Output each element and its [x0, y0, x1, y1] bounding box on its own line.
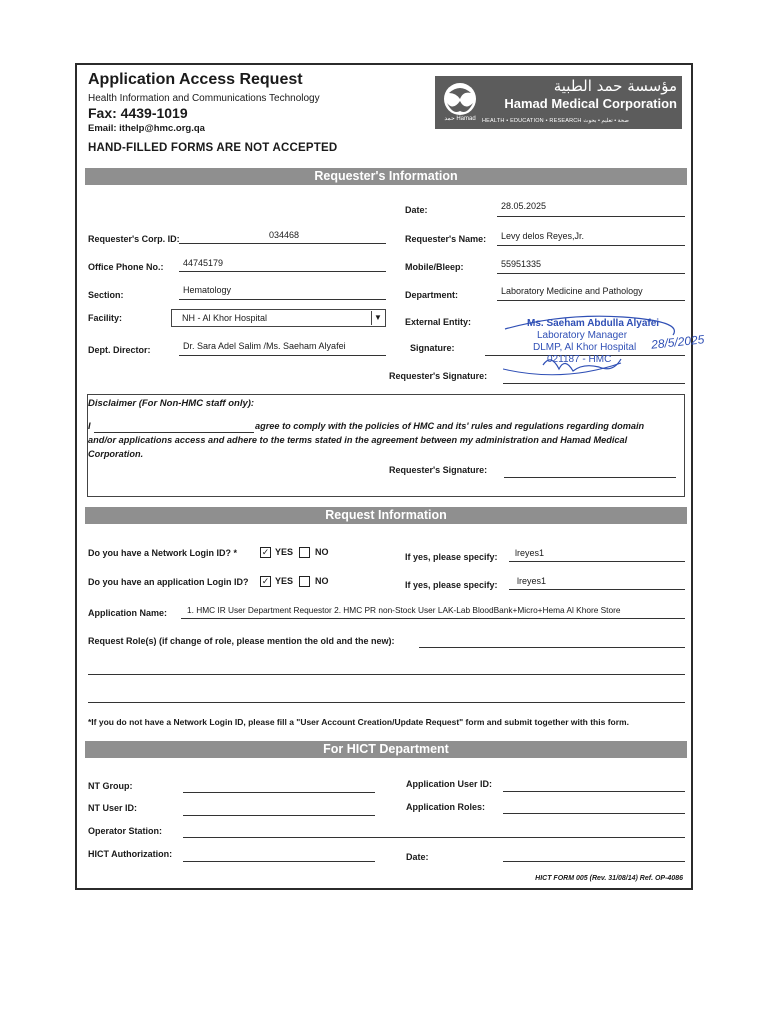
hict-authorization-line[interactable] — [183, 861, 375, 862]
request-roles-label: Request Role(s) (if change of role, please mention the old and the new): — [88, 636, 395, 646]
date-line — [497, 216, 685, 217]
application-access-form — [75, 63, 705, 890]
disclaimer-text-2: and/or applications access and adhere to the terms stated in the agreement between my administration and Hamad Medical — [88, 435, 628, 445]
dept-director-value[interactable]: Dr. Sara Adel Salim /Ms. Saeham Alyafei — [183, 341, 346, 351]
disclaimer-box — [87, 394, 685, 497]
office-phone-value[interactable]: 44745179 — [183, 258, 224, 268]
section-line — [179, 299, 386, 300]
app-no-checkbox[interactable] — [299, 576, 310, 587]
corp-id-label: Requester's Corp. ID: — [88, 234, 180, 244]
app-roles-label: Application Roles: — [406, 802, 486, 812]
department-value[interactable]: Laboratory Medicine and Pathology — [501, 286, 643, 296]
requester-signature-label: Requester's Signature: — [389, 371, 488, 381]
emblem-label: حمد Hamad — [444, 116, 476, 122]
department-line — [497, 300, 685, 301]
external-entity-label: External Entity: — [405, 317, 472, 327]
nt-user-id-label: NT User ID: — [88, 803, 138, 813]
hand-filled-notice: HAND-FILLED FORMS ARE NOT ACCEPTED — [88, 142, 338, 154]
app-login-question: Do you have an application Login ID? — [88, 577, 249, 587]
office-phone-line — [179, 271, 386, 272]
fax-number: Fax: 4439-1019 — [88, 105, 188, 121]
network-no-label: NO — [315, 547, 329, 557]
mobile-line — [497, 273, 685, 274]
date-value[interactable]: 28.05.2025 — [501, 201, 547, 211]
request-roles-line-1[interactable] — [419, 647, 685, 648]
logo-english-name: Hamad Medical Corporation — [504, 96, 677, 111]
mobile-label: Mobile/Bleep: — [405, 262, 464, 272]
nt-user-id-line[interactable] — [183, 815, 375, 816]
network-yes-checkbox[interactable]: ✓ — [261, 547, 270, 557]
nt-group-line[interactable] — [183, 792, 375, 793]
office-phone-label: Office Phone No.: — [88, 262, 164, 272]
department-label: Department: — [405, 290, 459, 300]
hict-date-label: Date: — [406, 852, 429, 862]
network-specify-label: If yes, please specify: — [405, 552, 498, 562]
app-login-id-value[interactable]: lreyes1 — [517, 576, 547, 586]
requester-name-line — [497, 245, 685, 246]
operator-station-line[interactable] — [183, 837, 685, 838]
requester-name-label: Requester's Name: — [405, 234, 487, 244]
form-reference-footer: HICT FORM 005 (Rev. 31/08/14) Ref. OP-4086 — [535, 875, 683, 882]
app-user-id-line[interactable] — [503, 791, 685, 792]
operator-station-label: Operator Station: — [88, 826, 163, 836]
corp-id-line — [179, 243, 386, 244]
mobile-value[interactable]: 55951335 — [501, 259, 542, 269]
requester-name-value[interactable]: Levy delos Reyes,Jr. — [501, 231, 585, 241]
app-specify-line — [509, 589, 685, 590]
app-specify-label: If yes, please specify: — [405, 580, 498, 590]
logo-arabic-name: مؤسسة حمد الطبية — [553, 77, 677, 95]
section-label: Section: — [88, 290, 124, 300]
network-yes-label: YES — [275, 547, 294, 557]
date-label: Date: — [405, 205, 428, 215]
facility-label: Facility: — [88, 313, 123, 323]
disclaimer-title: Disclaimer (For Non-HMC staff only): — [88, 398, 255, 409]
stamp-id: 021187 - HMC — [547, 354, 612, 365]
chevron-down-icon[interactable]: ▼ — [371, 311, 384, 325]
disclaimer-signature-label: Requester's Signature: — [389, 465, 488, 475]
dept-director-label: Dept. Director: — [88, 345, 151, 355]
signature-label: Signature: — [410, 343, 455, 353]
network-login-id-value[interactable]: lreyes1 — [515, 548, 545, 558]
logo-tagline: HEALTH • EDUCATION • RESEARCH صحة • تعليم • بحوث — [482, 118, 629, 124]
network-specify-line — [509, 561, 685, 562]
disclaimer-text-3: Corporation. — [88, 449, 144, 459]
app-yes-checkbox[interactable]: ✓ — [261, 576, 270, 586]
app-name-line — [181, 618, 685, 619]
hict-department-band: For HICT Department — [85, 741, 687, 758]
nt-group-label: NT Group: — [88, 781, 133, 791]
disclaimer-text-1: agree to comply with the policies of HMC and its' rules and regulations regarding domain — [255, 421, 645, 431]
stamp-title: Laboratory Manager — [537, 330, 628, 341]
disclaimer-signature-line[interactable] — [504, 477, 676, 478]
stamp-date: 28/5/2025 — [650, 332, 705, 352]
form-title: Application Access Request — [88, 71, 303, 88]
email-address: Email: ithelp@hmc.org.qa — [88, 123, 205, 134]
facility-value: NH - Al Khor Hospital — [182, 313, 268, 323]
hict-authorization-label: HICT Authorization: — [88, 849, 173, 859]
requester-signature-line — [503, 383, 685, 384]
app-name-label: Application Name: — [88, 608, 168, 618]
dept-director-line — [179, 355, 386, 356]
form-subtitle: Health Information and Communications Technology — [88, 93, 320, 104]
request-roles-line-3[interactable] — [88, 702, 685, 703]
network-no-checkbox[interactable] — [299, 547, 310, 558]
app-yes-label: YES — [275, 576, 294, 586]
app-no-label: NO — [315, 576, 329, 586]
network-login-question: Do you have a Network Login ID? * — [88, 548, 238, 558]
stamp-department: DLMP, Al Khor Hospital — [533, 342, 637, 353]
stamp-name: Ms. Saeham Abdulla Alyafei — [527, 318, 660, 329]
network-login-note: *If you do not have a Network Login ID, please fill a "User Account Creation/Update Request" form and submit together with this form. — [88, 717, 629, 727]
facility-select[interactable] — [171, 309, 386, 327]
app-user-id-label: Application User ID: — [406, 779, 493, 789]
hmc-logo — [435, 76, 682, 129]
section-value[interactable]: Hematology — [183, 285, 232, 295]
requester-info-band: Requester's Information — [85, 168, 687, 185]
app-roles-line[interactable] — [503, 813, 685, 814]
request-info-band: Request Information — [85, 507, 687, 524]
corp-id-value[interactable]: 034468 — [269, 230, 300, 240]
app-name-value[interactable]: 1. HMC IR User Department Requestor 2. HMC PR non-Stock User LAK-Lab BloodBank+Micro+Hema Al Khore Store — [187, 605, 621, 615]
request-roles-line-2[interactable] — [88, 674, 685, 675]
hict-date-line[interactable] — [503, 861, 685, 862]
disclaimer-prefix: I — [88, 421, 91, 431]
